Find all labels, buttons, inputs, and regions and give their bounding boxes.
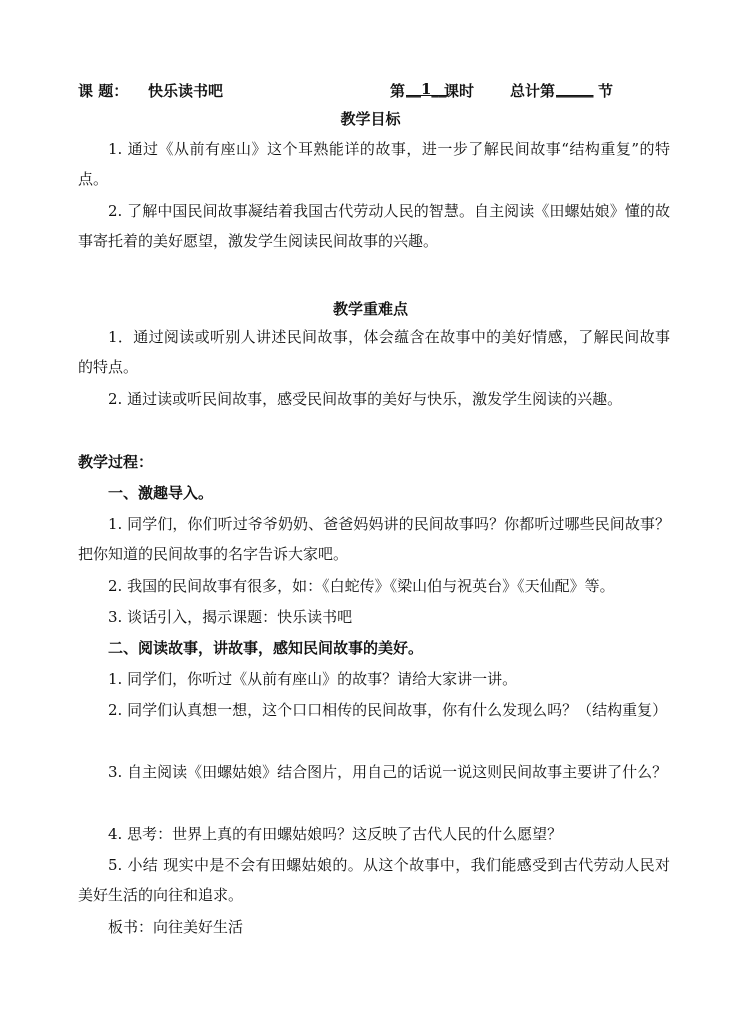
process-title: 教学过程： [78, 453, 154, 471]
course-label: 课 题： [78, 82, 129, 100]
section-2-item-5: 5. 小结 现实中是不会有田螺姑娘的。从这个故事中，我们能感受到古代劳动人民对美好生活的向往和追求。 [78, 856, 670, 904]
lesson-number: __1__ [406, 80, 447, 98]
total-prefix: 总计第 [510, 82, 556, 100]
objectives-title: 教学目标 [340, 110, 401, 128]
section-2-heading: 二、阅读故事，讲故事，感知民间故事的美好。 [108, 639, 424, 657]
section-1-heading: 一、激趣导入。 [108, 484, 214, 502]
lesson-header [78, 80, 678, 102]
objective-item-1: 1. 通过《从前有座山》这个耳熟能详的故事，进一步了解民间故事“结构重复”的特点。 [78, 140, 670, 188]
section-2-item-1: 1. 同学们，你听过《从前有座山》的故事？请给大家讲一讲。 [108, 670, 518, 688]
lesson-suffix: 课时 [444, 82, 475, 100]
key-points-title: 教学重难点 [332, 300, 408, 318]
section-2-item-2: 2. 同学们认真想一想，这个口口相传的民间故事，你有什么发现么吗？（结构重复） [108, 701, 668, 719]
key-point-item-2: 2. 通过读或听民间故事，感受民间故事的美好与快乐，激发学生阅读的兴趣。 [108, 390, 623, 408]
total-blank: _____ [556, 80, 594, 98]
objective-item-2: 2. 了解中国民间故事凝结着我国古代劳动人民的智慧。自主阅读《田螺姑娘》懂的故事寄托着的美好愿望，激发学生阅读民间故事的兴趣。 [78, 202, 670, 250]
section-2-item-3: 3. 自主阅读《田螺姑娘》结合图片，用自己的话说一说这则民间故事主要讲了什么？ [108, 763, 668, 781]
section-1-item-2: 2. 我国的民间故事有很多，如：《白蛇传》《梁山伯与祝英台》《天仙配》等。 [108, 577, 615, 595]
total-suffix: 节 [598, 82, 614, 100]
section-1-item-3: 3. 谈话引入，揭示课题：快乐读书吧 [108, 608, 353, 626]
course-name: 快乐读书吧 [148, 82, 224, 100]
key-point-item-1: 1．通过阅读或听别人讲述民间故事，体会蕴含在故事中的美好情感，了解民间故事的特点。 [78, 328, 670, 376]
board-writing: 板书：向往美好生活 [108, 918, 244, 936]
section-2-item-4: 4. 思考：世界上真的有田螺姑娘吗？这反映了古代人民的什么愿望？ [108, 825, 563, 843]
section-1-item-1: 1. 同学们，你们听过爷爷奶奶、爸爸妈妈讲的民间故事吗？你都听过哪些民间故事？把你知道的民间故事的名字告诉大家吧。 [78, 515, 670, 563]
lesson-prefix: 第 [390, 82, 406, 100]
